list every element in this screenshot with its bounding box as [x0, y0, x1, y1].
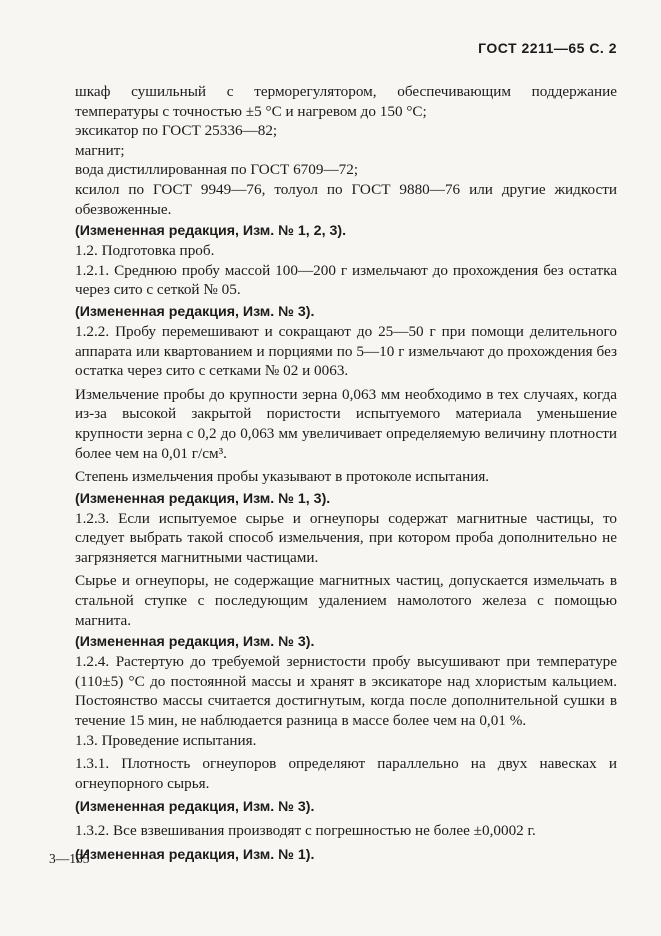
revision-note-4: (Измененная редакция, Изм. № 3). [75, 634, 315, 651]
section-1-2-2: 1.2.2. Пробу перемешивают и сокращают до 25—50 г при помощи делительного аппарата или квартованием и порциями по 5—10 г измельчают до прохождения без остатка через сито с сетками № 02 и 0063. [75, 322, 617, 380]
document-body [75, 82, 617, 865]
revision-note-1: (Измененная редакция, Изм. № 1, 2, 3). [75, 223, 347, 240]
page-footer-code: 3—135 [49, 851, 90, 866]
paragraph-drying-cabinet: шкаф сушильный с терморегулятором, обеспечивающим поддержание температуры с точностью ±5 °С и нагревом до 150 °С; [75, 83, 617, 120]
section-1-2-1: 1.2.1. Среднюю пробу массой 100—200 г измельчают до прохождения без остатка через сито с сеткой № 05. [75, 261, 617, 299]
section-1-2-4: 1.2.4. Растертую до требуемой зернистости пробу высушивают при температуре (110±5) °С до постоянной массы и хранят в эксикаторе над хлористым кальцием. Постоянство массы считается достигнутым, когда после дополнительной сушки в течение 15 мин, не наблюдается разница в массе более чем на 0,01 %. [75, 653, 617, 730]
section-1-3-2: 1.3.2. Все взвешивания производят с погрешностью не более ±0,0002 г. [75, 822, 536, 840]
paragraph-magnet: магнит; [75, 141, 125, 159]
revision-note-2: (Измененная редакция, Изм. № 3). [75, 303, 315, 320]
paragraph-xylene: ксилол по ГОСТ 9949—76, толуол по ГОСТ 9880—76 или другие жидкости обезвоженные. [75, 180, 617, 218]
revision-note-6: (Измененная редакция, Изм. № 1). [75, 847, 315, 863]
paragraph-raw-materials: Сырье и огнеупоры, не содержащие магнитных частиц, допускается измельчать в стальной ступке с последующим удалением намолотого железа с помощью магнита. [75, 572, 617, 629]
section-1-2-heading: 1.2. Подготовка проб. [75, 242, 215, 260]
revision-note-3: (Измененная редакция, Изм. № 1, 3). [75, 490, 331, 507]
page-header: ГОСТ 2211—65 С. 2 [478, 40, 617, 56]
paragraph-grinding: Измельчение пробы до крупности зерна 0,063 мм необходимо в тех случаях, когда из-за высокой закрытой пористости испытуемого материала уменьшение крупности зерна с 0,2 до 0,063 мм увеличивает определяемую величину плотности более чем на 0,01 г/см³. [75, 385, 617, 462]
section-1-2-3: 1.2.3. Если испытуемое сырье и огнеупоры содержат магнитные частицы, то следует выбрать такой способ измельчения, при котором проба дополнительно не загрязняется магнитными частицами. [75, 509, 617, 566]
paragraph-desiccator: эксикатор по ГОСТ 25336—82; [75, 122, 278, 140]
section-1-3-1: 1.3.1. Плотность огнеупоров определяют параллельно на двух навесках и огнеупорного сырья. [75, 755, 617, 792]
section-1-3-heading: 1.3. Проведение испытания. [75, 731, 257, 749]
paragraph-grinding-degree: Степень измельчения пробы указывают в протоколе испытания. [75, 468, 490, 486]
revision-note-5: (Измененная редакция, Изм. № 3). [75, 799, 315, 816]
paragraph-distilled-water: вода дистиллированная по ГОСТ 6709—72; [75, 161, 359, 179]
